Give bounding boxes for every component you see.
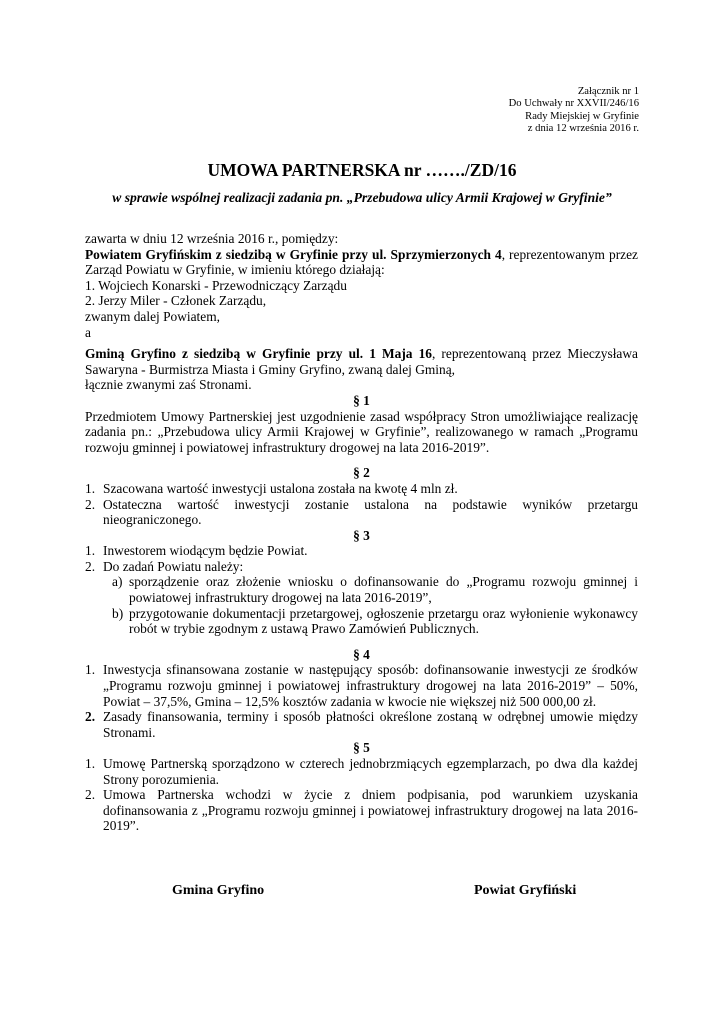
section-4-heading: § 4 (353, 646, 370, 662)
section-3-item-1: 1. Inwestorem wiodącym będzie Powiat. (85, 543, 308, 559)
attachment-line-2: Do Uchwały nr XXVII/246/16 (508, 98, 639, 110)
party-2-name: Gminą Gryfino z siedzibą w Gryfinie przy ul. 1 Maja 16 (85, 346, 432, 362)
attachment-note (509, 86, 639, 136)
section-4-item-1: 1. Inwestycja sfinansowana zostanie w następujący sposób: dofinansowanie inwestycji ze środków „Programu rozwoju gminnej i powiatowej infrastruktury drogowej na lata 2016-2019” – 50%, Powiat – 37,5%, Gmina – 12,5% kosztów zadania w kwocie nie większej niż 500 000,00 zł. (85, 662, 638, 709)
section-1-heading: § 1 (353, 392, 370, 408)
attachment-line-3: Rady Miejskiej w Gryfinie (525, 110, 639, 122)
section-5-item-1: 1. Umowę Partnerską sporządzono w czterech jednobrzmiących egzemplarzach, po dwa dla każdej Strony porozumienia. (85, 756, 638, 787)
section-5-heading: § 5 (353, 740, 370, 756)
party-2-details: , reprezentowaną przez Mieczysława Sawaryna - Burmistrza Miasta i Gminy Gryfino, zwaną dalej Gminą, (85, 346, 638, 377)
party-1 (85, 247, 638, 278)
party-1-name: Powiatem Gryfińskim z siedzibą w Gryfinie przy ul. Sprzymierzonych 4 (85, 246, 502, 262)
attachment-line-4: z dnia 12 września 2016 r. (527, 123, 639, 135)
attachment-line-1: Załącznik nr 1 (577, 86, 639, 97)
representative-1: 1. Wojciech Konarski - Przewodniczący Zarządu (85, 277, 347, 293)
conjunction: a (85, 324, 91, 340)
section-3-item-2: 2. Do zadań Powiatu należy: (85, 558, 244, 574)
representative-2: 2. Jerzy Miler - Członek Zarządu, (85, 293, 267, 309)
section-3-subitem-a: a) sporządzenie oraz złożenie wniosku o dofinansowanie do „Programu rozwoju gminnej i powiatowej infrastruktury drogowej na lata 2016-2019”, (112, 574, 638, 606)
section-2-item-1: 1. Szacowana wartość inwestycji ustalona została na kwotę 4 mln zł. (85, 480, 458, 496)
document-title: UMOWA PARTNERSKA nr ……./ZD/16 (207, 160, 517, 180)
parties-together: łącznie zwanymi zaś Stronami. (85, 377, 252, 393)
section-1-text: Przedmiotem Umowy Partnerskiej jest uzgodnienie zasad współpracy Stron umożliwiające realizację zadania pn.: „Przebudowa ulicy Armii Krajowej w Gryfinie”, realizowanego w ramach „Programu rozwoju gminnej i powiatowej infrastruktury drogowej na lata 2016-2019”. (85, 408, 638, 455)
document-subtitle: w sprawie wspólnej realizacji zadania pn. „Przebudowa ulicy Armii Krajowej w Gryfinie” (112, 190, 612, 205)
section-5-item-2: 2. Umowa Partnerska wchodzi w życie z dniem podpisania, pod warunkiem uzyskania dofinansowania z „Programu rozwoju gminnej i powiatowej infrastruktury drogowej na lata 2016-2019”. (85, 787, 638, 834)
section-3-heading: § 3 (353, 527, 370, 543)
section-4-item-2: 2. Zasady finansowania, terminy i sposób płatności określone zostaną w odrębnej umowie między Stronami. (85, 709, 638, 740)
party-1-alias: zwanym dalej Powiatem, (85, 308, 220, 324)
date-line: zawarta w dniu 12 września 2016 r., pomiędzy: (85, 231, 339, 246)
party-2 (85, 346, 638, 377)
party-1-details: , reprezentowanym przez Zarząd Powiatu w Gryfinie, w imieniu którego działają: (85, 246, 638, 278)
document-body (85, 231, 638, 834)
section-2-heading: § 2 (353, 465, 370, 481)
section-3-subitem-b: b) przygotowanie dokumentacji przetargowej, ogłoszenie przetargu oraz wyłonienie wykonawcy robót w trybie zgodnym z ustawą Prawo Zamówień Publicznych. (112, 605, 638, 637)
signature-powiat: Powiat Gryfiński (474, 883, 577, 898)
signature-gmina: Gmina Gryfino (172, 883, 265, 898)
section-2-item-2: 2. Ostateczna wartość inwestycji zostanie ustalona na podstawie wyników przetargu nieograniczonego. (85, 496, 638, 528)
